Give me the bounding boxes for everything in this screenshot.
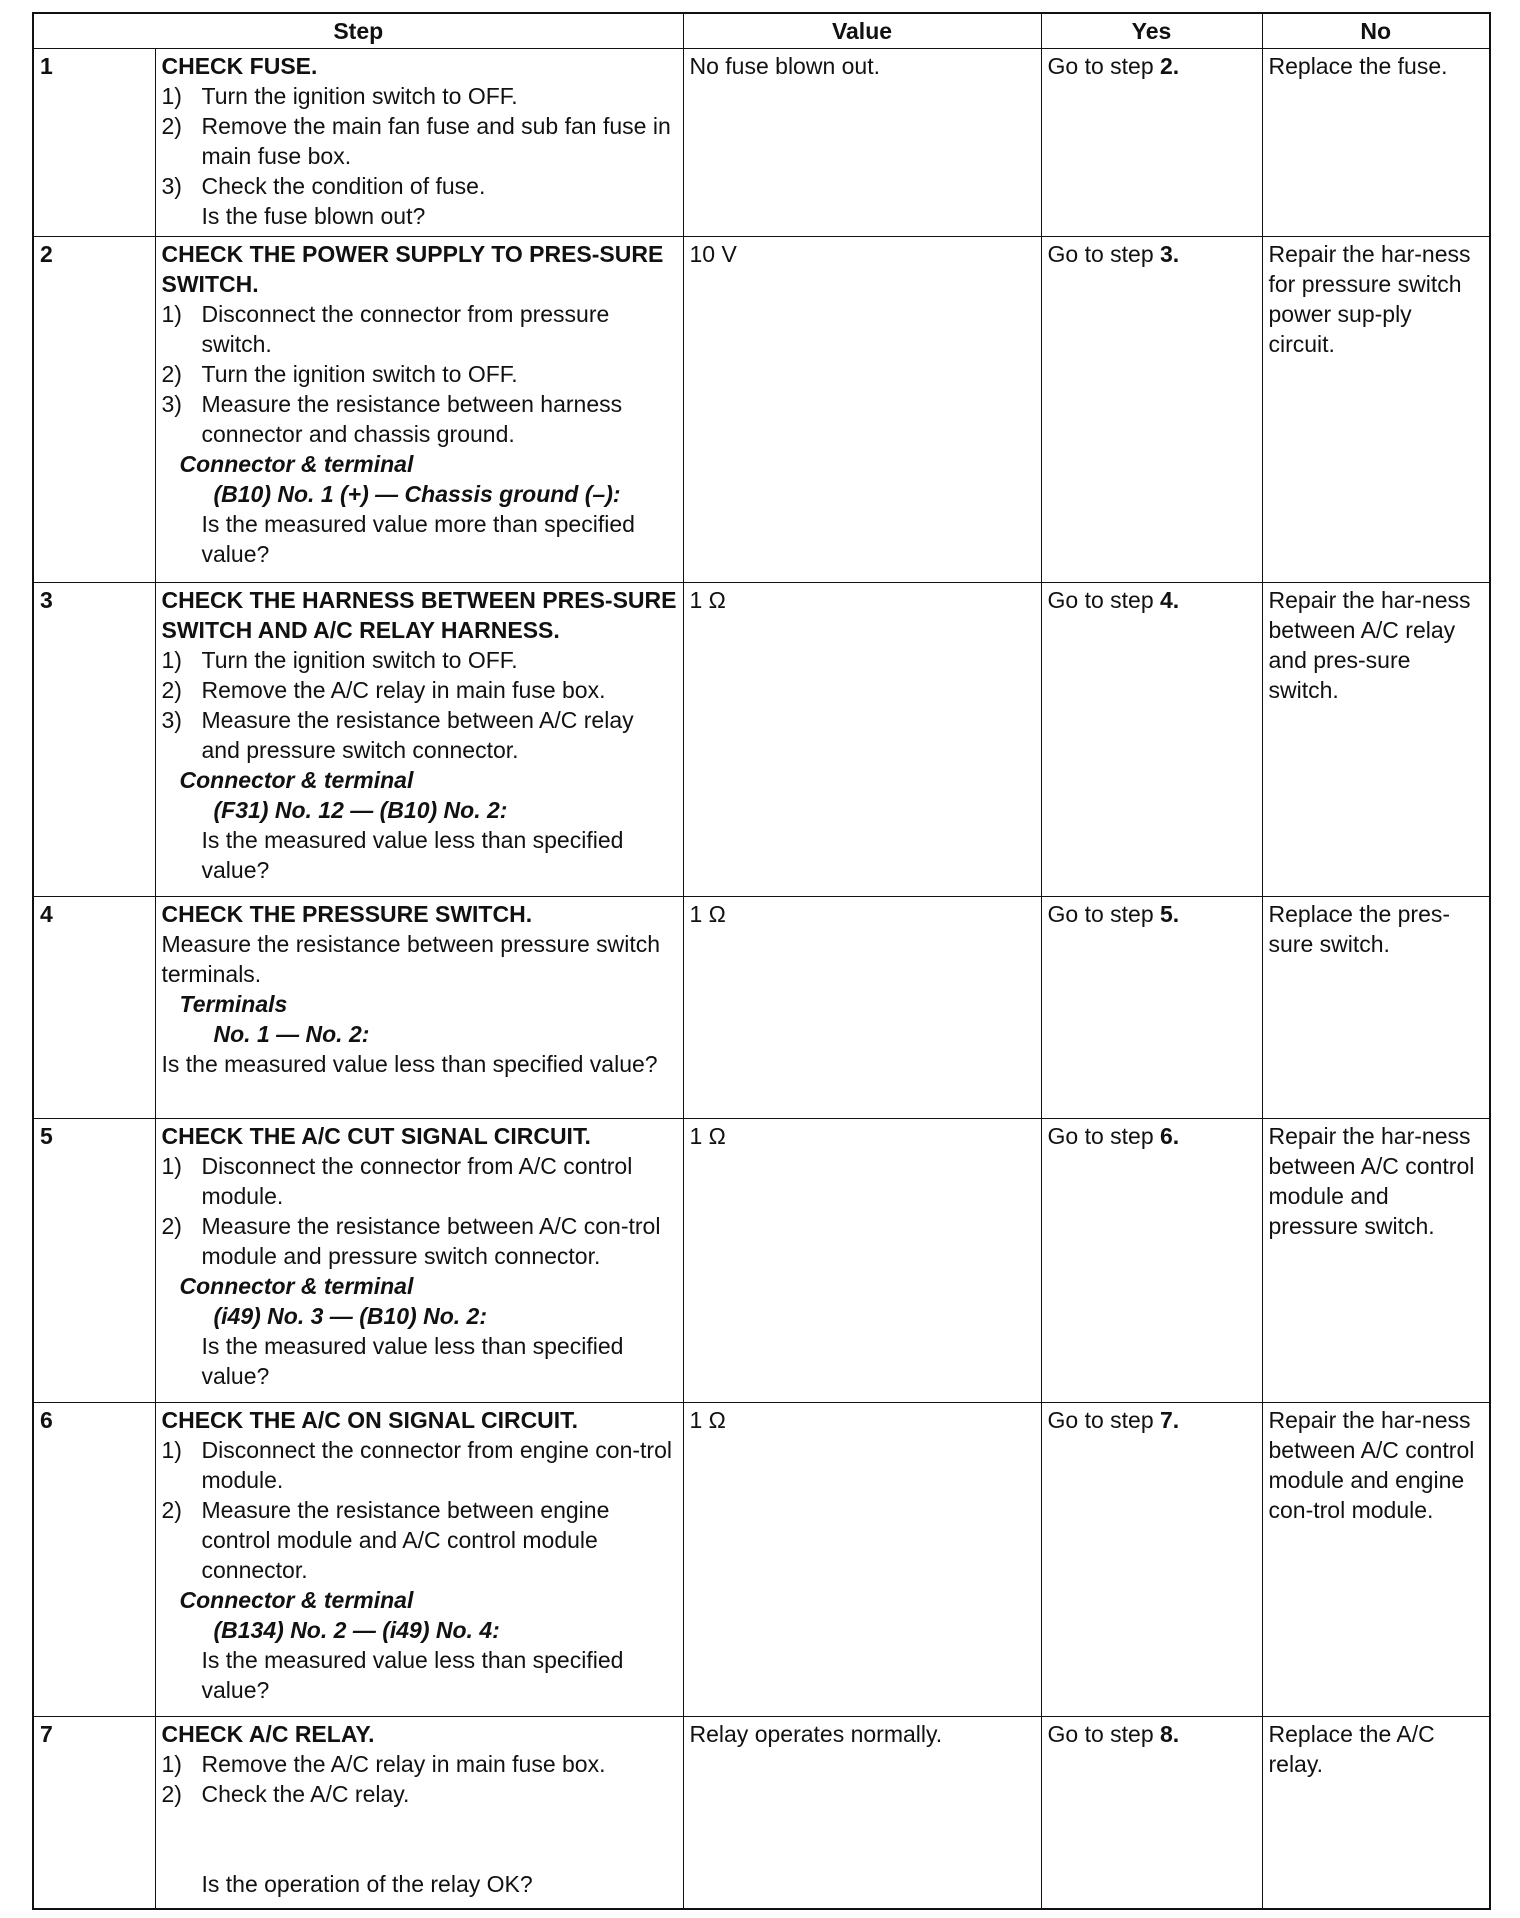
yes-prefix: Go to step xyxy=(1047,1407,1161,1433)
list-item xyxy=(162,111,677,171)
step-question: Is the measured value less than specified value? xyxy=(161,1051,658,1077)
step-number: 3 xyxy=(33,583,155,897)
step-number: 2 xyxy=(33,237,155,583)
list-text: Check the A/C relay. xyxy=(201,1781,410,1807)
list-num: 3) xyxy=(161,707,182,733)
step-title: CHECK FUSE. xyxy=(161,53,318,79)
list-text: Measure the resistance between harness connector and chassis ground. xyxy=(201,391,623,447)
step-question: Is the fuse blown out? xyxy=(201,203,426,229)
yes-cell xyxy=(1041,237,1262,583)
yes-step-link: 6. xyxy=(1160,1123,1180,1149)
yes-step-link: 7. xyxy=(1160,1407,1180,1433)
diagnostic-table xyxy=(32,12,1491,1910)
header-step: Step xyxy=(33,13,683,49)
step-question: Is the operation of the relay OK? xyxy=(201,1871,533,1897)
list-item xyxy=(162,705,677,765)
header-value: Value xyxy=(683,13,1041,49)
yes-prefix: Go to step xyxy=(1047,901,1161,927)
diagnostic-table-container xyxy=(32,12,1489,1910)
connector-label: Connector & terminal xyxy=(179,1273,414,1299)
value-cell: 1 Ω xyxy=(683,1119,1041,1403)
table-row xyxy=(33,1717,1490,1909)
value-cell: 1 Ω xyxy=(683,583,1041,897)
yes-prefix: Go to step xyxy=(1047,587,1161,613)
list-text: Remove the A/C relay in main fuse box. xyxy=(201,677,606,703)
terminal-spec: No. 1 — No. 2: xyxy=(213,1021,370,1047)
list-item xyxy=(162,1435,677,1495)
connector-label: Connector & terminal xyxy=(179,451,414,477)
no-cell: Repair the har-ness between A/C control module and engine con-trol module. xyxy=(1262,1403,1490,1717)
yes-prefix: Go to step xyxy=(1047,241,1161,267)
list-num: 2) xyxy=(161,677,182,703)
blank-space xyxy=(162,1809,677,1839)
list-text: Remove the A/C relay in main fuse box. xyxy=(201,1751,606,1777)
step-title: CHECK A/C RELAY. xyxy=(161,1721,375,1747)
list-text: Disconnect the connector from pressure switch. xyxy=(201,301,610,357)
list-num: 1) xyxy=(161,1153,182,1179)
list-num: 1) xyxy=(161,647,182,673)
connector-label: Connector & terminal xyxy=(179,767,414,793)
no-cell: Replace the fuse. xyxy=(1262,49,1490,237)
list-num: 1) xyxy=(161,1751,182,1777)
list-text: Measure the resistance between A/C relay and pressure switch connector. xyxy=(201,707,634,763)
list-item xyxy=(162,1495,677,1585)
list-num: 3) xyxy=(161,391,182,417)
list-text: Turn the ignition switch to OFF. xyxy=(201,361,518,387)
table-row xyxy=(33,1119,1490,1403)
list-text: Disconnect the connector from A/C control module. xyxy=(201,1153,633,1209)
header-row xyxy=(33,13,1490,49)
header-no: No xyxy=(1262,13,1490,49)
step-title: CHECK THE A/C CUT SIGNAL CIRCUIT. xyxy=(161,1123,591,1149)
yes-step-link: 8. xyxy=(1160,1721,1180,1747)
yes-cell xyxy=(1041,897,1262,1119)
table-row xyxy=(33,237,1490,583)
value-cell: No fuse blown out. xyxy=(683,49,1041,237)
no-cell: Repair the har-ness for pressure switch power sup-ply circuit. xyxy=(1262,237,1490,583)
list-item xyxy=(162,171,677,201)
yes-step-link: 3. xyxy=(1160,241,1180,267)
step-title: CHECK THE HARNESS BETWEEN PRES-SURE SWITCH AND A/C RELAY HARNESS. xyxy=(161,587,677,643)
list-num: 1) xyxy=(161,1437,182,1463)
blank-space xyxy=(162,1839,677,1869)
list-item xyxy=(162,359,677,389)
step-number: 6 xyxy=(33,1403,155,1717)
step-title: CHECK THE PRESSURE SWITCH. xyxy=(161,901,533,927)
list-item xyxy=(162,1779,677,1809)
step-content xyxy=(155,1119,683,1403)
list-text: Turn the ignition switch to OFF. xyxy=(201,647,518,673)
step-question: Is the measured value less than specified value? xyxy=(201,827,624,883)
table-row xyxy=(33,49,1490,237)
list-text: Disconnect the connector from engine con-trol module. xyxy=(201,1437,672,1493)
list-num: 2) xyxy=(161,1497,182,1523)
list-num: 2) xyxy=(161,1781,182,1807)
connector-label: Connector & terminal xyxy=(179,1587,414,1613)
list-item xyxy=(162,1211,677,1271)
connector-spec: (i49) No. 3 — (B10) No. 2: xyxy=(213,1303,487,1329)
yes-step-link: 5. xyxy=(1160,901,1180,927)
list-num: 3) xyxy=(161,173,182,199)
list-text: Turn the ignition switch to OFF. xyxy=(201,83,518,109)
step-question: Is the measured value less than specified value? xyxy=(201,1647,624,1703)
step-title: CHECK THE POWER SUPPLY TO PRES-SURE SWITCH. xyxy=(161,241,664,297)
list-item xyxy=(162,389,677,449)
list-num: 2) xyxy=(161,361,182,387)
list-text: Remove the main fan fuse and sub fan fuse in main fuse box. xyxy=(201,113,671,169)
terminal-label: Terminals xyxy=(179,991,288,1017)
yes-prefix: Go to step xyxy=(1047,53,1161,79)
yes-cell xyxy=(1041,1717,1262,1909)
list-item xyxy=(162,675,677,705)
list-num: 1) xyxy=(161,301,182,327)
yes-cell xyxy=(1041,49,1262,237)
yes-step-link: 4. xyxy=(1160,587,1180,613)
step-number: 5 xyxy=(33,1119,155,1403)
list-text: Measure the resistance between engine control module and A/C control module connector. xyxy=(201,1497,610,1583)
step-title: CHECK THE A/C ON SIGNAL CIRCUIT. xyxy=(161,1407,579,1433)
table-row xyxy=(33,1403,1490,1717)
connector-spec: (B10) No. 1 (+) — Chassis ground (–): xyxy=(213,481,621,507)
value-cell: 1 Ω xyxy=(683,1403,1041,1717)
step-number: 4 xyxy=(33,897,155,1119)
connector-spec: (B134) No. 2 — (i49) No. 4: xyxy=(213,1617,500,1643)
list-num: 2) xyxy=(161,1213,182,1239)
step-number: 1 xyxy=(33,49,155,237)
value-cell: Relay operates normally. xyxy=(683,1717,1041,1909)
no-cell: Replace the A/C relay. xyxy=(1262,1717,1490,1909)
list-item xyxy=(162,299,677,359)
table-row xyxy=(33,897,1490,1119)
step-body: Measure the resistance between pressure switch terminals. xyxy=(161,931,661,987)
list-item xyxy=(162,645,677,675)
list-item xyxy=(162,1151,677,1211)
step-number: 7 xyxy=(33,1717,155,1909)
connector-spec: (F31) No. 12 — (B10) No. 2: xyxy=(213,797,508,823)
no-cell: Replace the pres-sure switch. xyxy=(1262,897,1490,1119)
list-item xyxy=(162,1749,677,1779)
value-cell: 10 V xyxy=(683,237,1041,583)
yes-prefix: Go to step xyxy=(1047,1721,1161,1747)
step-content xyxy=(155,1403,683,1717)
step-question: Is the measured value more than specified value? xyxy=(201,511,635,567)
yes-cell xyxy=(1041,1403,1262,1717)
header-yes: Yes xyxy=(1041,13,1262,49)
yes-cell xyxy=(1041,583,1262,897)
step-content xyxy=(155,897,683,1119)
step-content xyxy=(155,1717,683,1909)
yes-prefix: Go to step xyxy=(1047,1123,1161,1149)
yes-cell xyxy=(1041,1119,1262,1403)
list-text: Measure the resistance between A/C con-trol module and pressure switch connector. xyxy=(201,1213,661,1269)
step-content xyxy=(155,583,683,897)
list-item xyxy=(162,81,677,111)
list-text: Check the condition of fuse. xyxy=(201,173,486,199)
table-row xyxy=(33,583,1490,897)
no-cell: Repair the har-ness between A/C control module and pressure switch. xyxy=(1262,1119,1490,1403)
yes-step-link: 2. xyxy=(1160,53,1180,79)
no-cell: Repair the har-ness between A/C relay and pres-sure switch. xyxy=(1262,583,1490,897)
step-content xyxy=(155,237,683,583)
list-num: 1) xyxy=(161,83,182,109)
step-content xyxy=(155,49,683,237)
value-cell: 1 Ω xyxy=(683,897,1041,1119)
step-question: Is the measured value less than specified value? xyxy=(201,1333,624,1389)
list-num: 2) xyxy=(161,113,182,139)
